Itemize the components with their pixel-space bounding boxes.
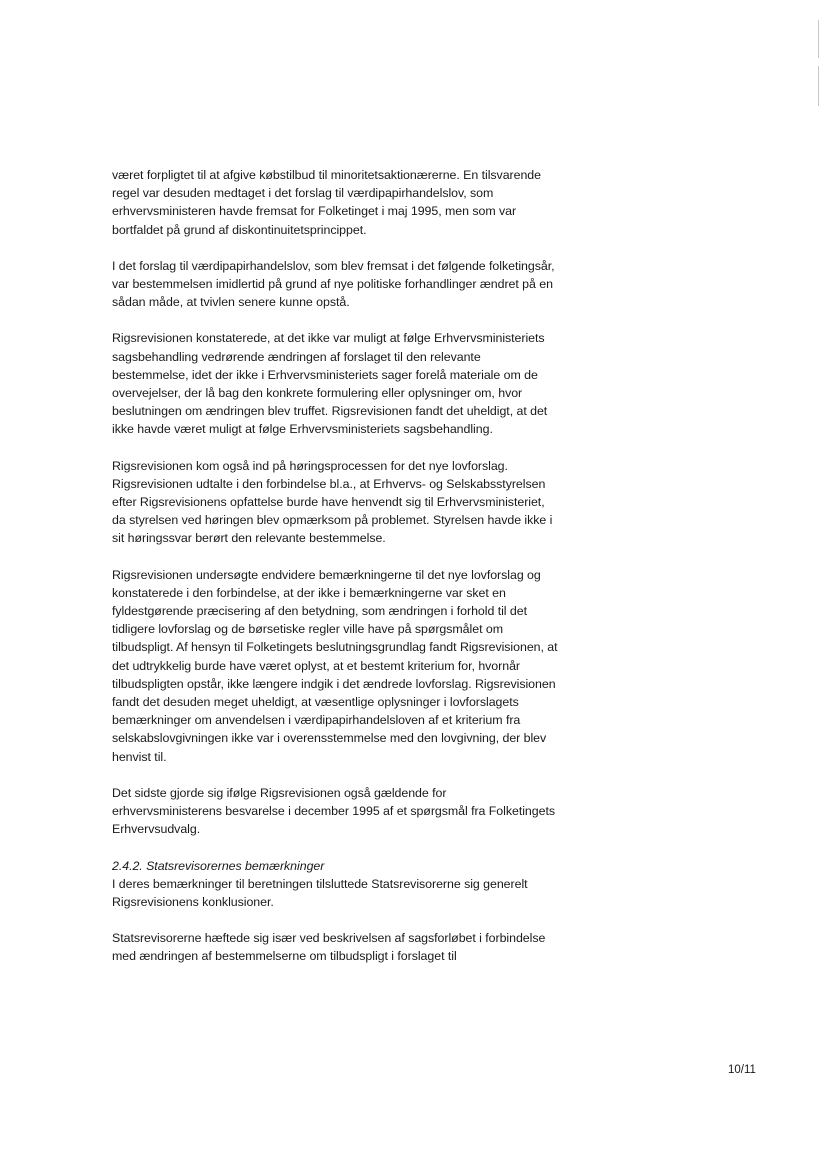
paragraph	[112, 257, 582, 312]
text-line: henvist til.	[112, 749, 167, 764]
text-line: været forpligtet til at afgive købstilbud til minoritetsaktionærerne. En tilsvarende	[112, 168, 541, 182]
text-line: Rigsrevisionen konstaterede, at det ikke var muligt at følge Erhvervsministeriets	[112, 331, 545, 346]
text-line: bortfaldet på grund af diskontinuitetsprincippet.	[112, 222, 367, 237]
text-line: var bestemmelsen imidlertid på grund af nye politiske forhandlinger ændret på en	[112, 277, 553, 292]
text-line: ikke havde været muligt at følge Erhvervsministeriets sagsbehandling.	[112, 422, 493, 437]
section-heading: 2.4.2. Statsrevisorernes bemærkninger	[112, 858, 325, 873]
text-line: Rigsrevisionens konklusioner.	[112, 894, 274, 909]
text-line: det udtrykkelig burde have været oplyst, at et bestemt kriterium for, hvornår	[112, 658, 520, 673]
text-line: fyldestgørende præcisering af den betydning, som ændringen i forhold til det	[112, 604, 527, 619]
text-line: da styrelsen ved høringen blev opmærksom på problemet. Styrelsen havde ikke i	[112, 513, 553, 528]
text-line: tilbudspligten opstår, ikke længere indgik i det ændrede lovforslag. Rigsrevisionen	[112, 676, 556, 691]
scan-margin-mark	[818, 66, 819, 106]
text-line: Statsrevisorerne hæftede sig især ved beskrivelsen af sagsforløbet i forbindelse	[112, 931, 546, 946]
paragraph	[112, 784, 582, 839]
text-line: erhvervsministeren havde fremsat for Folketinget i maj 1995, men som var	[112, 204, 517, 219]
text-line: I deres bemærkninger til beretningen tilsluttede Statsrevisorerne sig generelt	[112, 876, 528, 891]
text-line: erhvervsministerens besvarelse i december 1995 af et spørgsmål fra Folketingets	[112, 804, 555, 819]
text-line: Det sidste gjorde sig ifølge Rigsrevisionen også gældende for	[112, 785, 447, 800]
text-line: bemærkninger om anvendelsen i værdipapirhandelsloven af et kriterium fra	[112, 713, 521, 728]
text-line: Rigsrevisionen kom også ind på høringsprocessen for det nye lovforslag.	[112, 458, 508, 473]
paragraph	[112, 457, 582, 548]
section-statsrevisorernes-bemaerkninger	[112, 857, 582, 912]
page-number: 10/11	[728, 1064, 756, 1076]
text-line: tidligere lovforslag og de børsetiske regler ville have på spørgsmålet om	[112, 622, 503, 637]
text-line: med ændringen af bestemmelserne om tilbudspligt i forslaget til	[112, 949, 457, 964]
text-line: bestemmelse, idet der ikke i Erhvervsministeriets sager forelå materiale om de	[112, 367, 538, 382]
paragraph	[112, 929, 582, 965]
paragraph	[112, 166, 582, 239]
body-text	[112, 166, 582, 984]
text-line: Rigsrevisionen udtalte i den forbindelse bl.a., at Erhvervs- og Selskabsstyrelsen	[112, 476, 546, 491]
text-line: selskabslovgivningen ikke var i overensstemmelse med den lovgivning, der blev	[112, 731, 547, 746]
text-line: sådan måde, at tvivlen senere kunne opstå.	[112, 295, 350, 310]
paragraph	[112, 566, 582, 766]
text-line: tilbudspligt. Af hensyn til Folketingets beslutningsgrundlag fandt Rigsrevisionen, at	[112, 640, 558, 655]
text-line: efter Rigsrevisionens opfattelse burde have henvendt sig til Erhvervsministeriet,	[112, 495, 545, 510]
text-line: Rigsrevisionen undersøgte endvidere bemærkningerne til det nye lovforslag og	[112, 567, 541, 582]
text-line: sit høringssvar berørt den relevante bestemmelse.	[112, 531, 386, 546]
text-line: regel var desuden medtaget i det forslag til værdipapirhandelslov, som	[112, 186, 494, 201]
text-line: sagsbehandling vedrørende ændringen af forslaget til den relevante	[112, 349, 481, 364]
text-line: I det forslag til værdipapirhandelslov, som blev fremsat i det følgende folketingsår,	[112, 258, 555, 273]
text-line: konstaterede i den forbindelse, at der ikke i bemærkningerne var sket en	[112, 585, 506, 600]
scan-margin-mark	[818, 20, 819, 58]
text-line: overvejelser, der lå bag den konkrete formulering eller oplysninger om, hvor	[112, 386, 523, 401]
text-line: beslutningen om ændringen blev truffet. Rigsrevisionen fandt det uheldigt, at det	[112, 404, 548, 419]
paragraph	[112, 329, 582, 438]
text-line: fandt det desuden meget uheldigt, at væsentlige oplysninger i lovforslagets	[112, 695, 519, 710]
text-line: Erhvervsudvalg.	[112, 822, 201, 837]
